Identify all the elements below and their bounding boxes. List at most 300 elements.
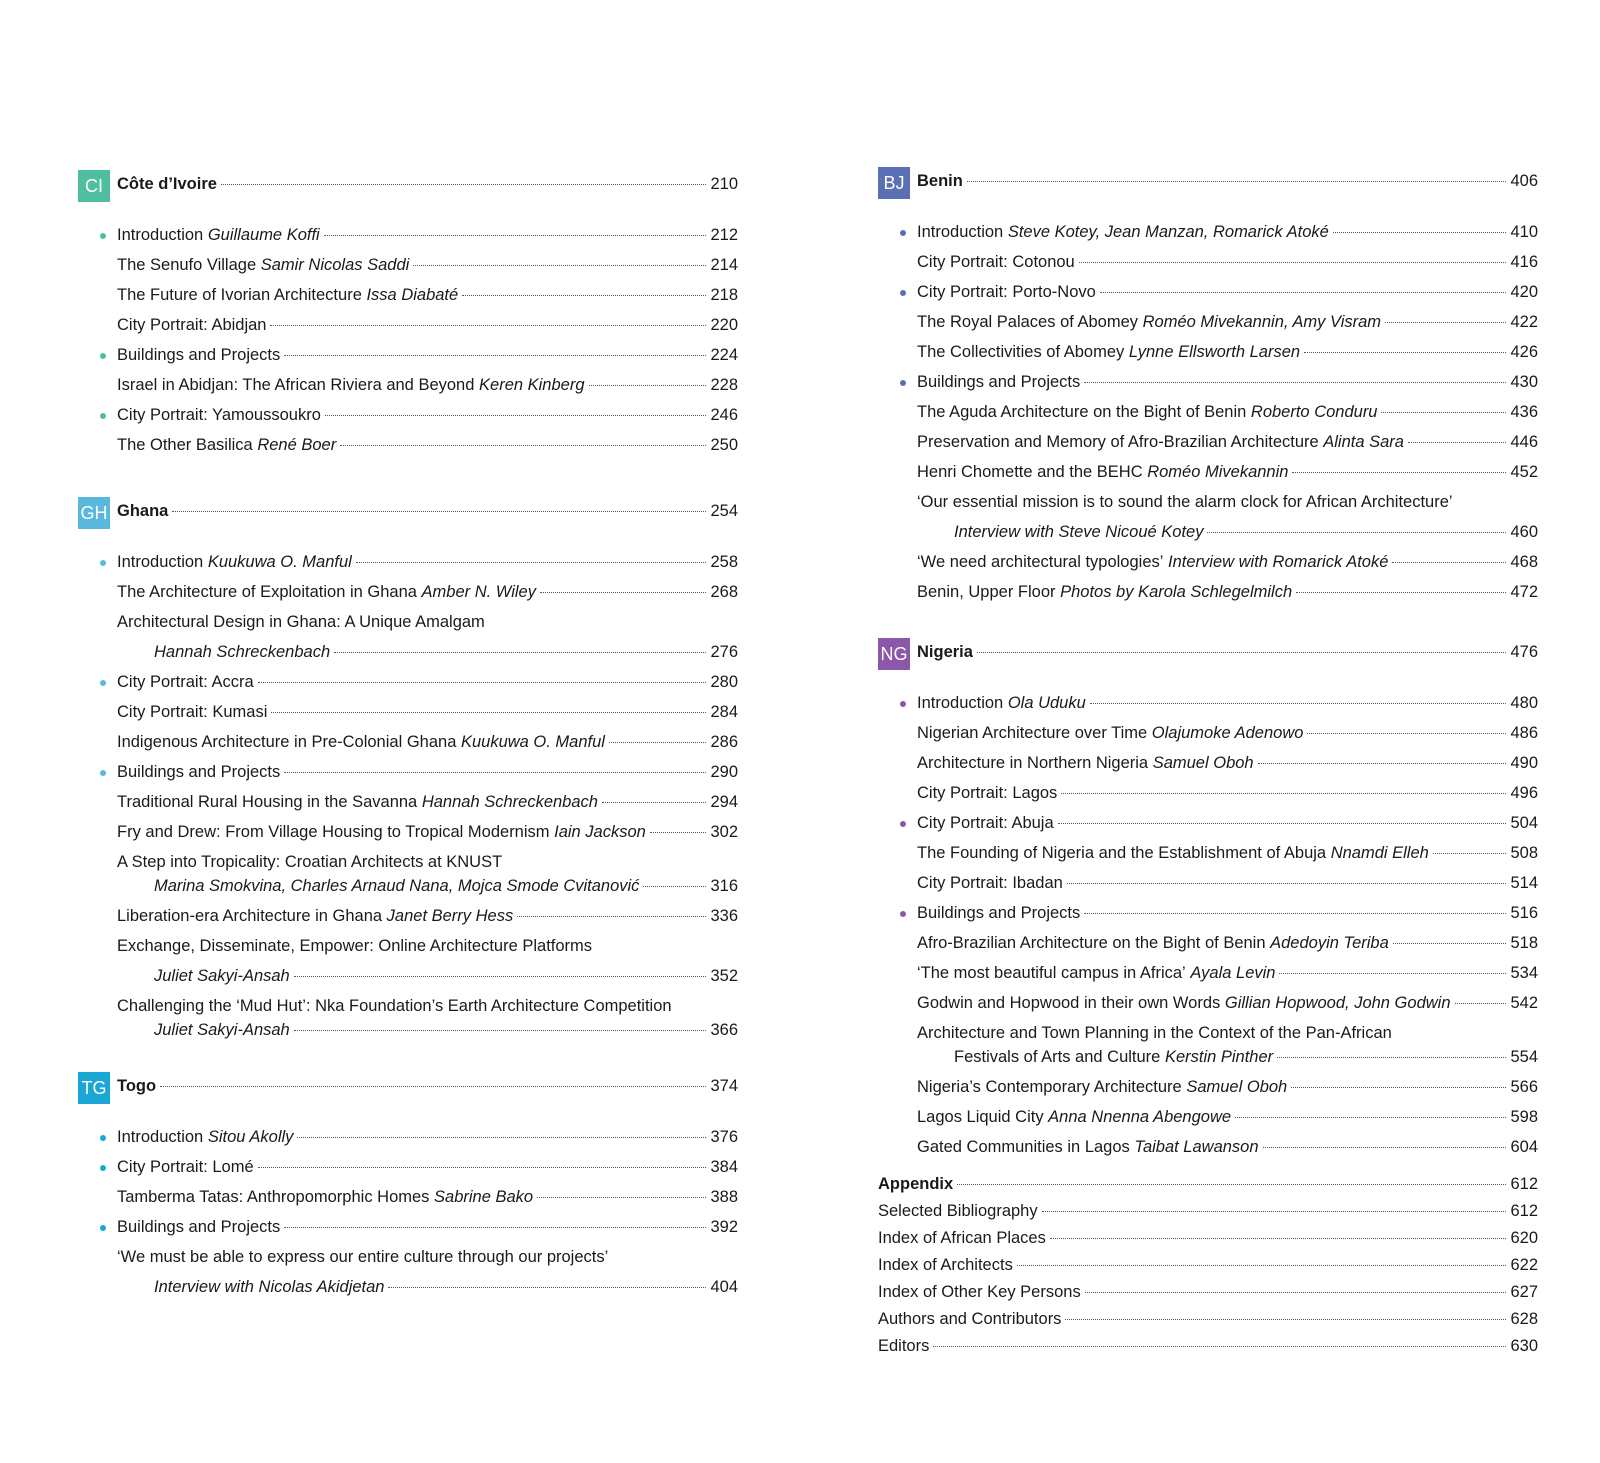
dot-leader bbox=[609, 742, 707, 743]
dot-leader bbox=[1291, 1087, 1506, 1088]
entry-title: Buildings and Projects bbox=[117, 346, 281, 364]
entry-author: Guillaume Koffi bbox=[207, 226, 320, 244]
entry-title: Godwin and Hopwood in their own Words bbox=[917, 994, 1221, 1012]
dot-leader bbox=[1307, 733, 1506, 734]
bullet-icon bbox=[900, 911, 906, 917]
entry-title: Indigenous Architecture in Pre-Colonial Ghana bbox=[117, 733, 457, 751]
dot-leader bbox=[650, 832, 707, 833]
toc-section-bj bbox=[878, 167, 1538, 609]
entry-title: Architecture in Northern Nigeria bbox=[917, 754, 1149, 772]
toc-entry[interactable] bbox=[878, 309, 1538, 339]
toc-entry-title-line[interactable] bbox=[78, 993, 738, 1017]
page-number: 366 bbox=[710, 1021, 738, 1039]
page-number: 476 bbox=[1510, 643, 1538, 661]
bullet-icon bbox=[900, 380, 906, 386]
toc-entry[interactable] bbox=[78, 759, 738, 789]
entry-title-continued: Festivals of Arts and Culture bbox=[954, 1048, 1161, 1066]
page-number: 406 bbox=[1510, 172, 1538, 190]
dot-leader bbox=[540, 592, 706, 593]
section-header bbox=[78, 497, 738, 531]
dot-leader bbox=[172, 511, 706, 512]
toc-entry[interactable] bbox=[78, 903, 738, 933]
entry-title: City Portrait: Yamoussoukro bbox=[117, 406, 321, 424]
toc-entry-title-line[interactable] bbox=[78, 849, 738, 873]
toc-section-tg bbox=[78, 1072, 738, 1304]
appendix-entry[interactable] bbox=[878, 1253, 1538, 1280]
entry-title: Afro-Brazilian Architecture on the Bight of Benin bbox=[917, 934, 1266, 952]
dot-leader bbox=[1017, 1265, 1507, 1266]
toc-entry[interactable] bbox=[78, 699, 738, 729]
entry-title: The Senufo Village bbox=[117, 256, 257, 274]
entry-title: The Royal Palaces of Abomey bbox=[917, 313, 1139, 331]
entry-author: Steve Kotey, Jean Manzan, Romarick Atoké bbox=[1007, 223, 1329, 241]
dot-leader bbox=[1058, 823, 1507, 824]
dot-leader bbox=[325, 415, 707, 416]
entry-author: Iain Jackson bbox=[554, 823, 646, 841]
page-number: 258 bbox=[710, 553, 738, 571]
entry-title: Introduction bbox=[917, 223, 1004, 241]
dot-leader bbox=[258, 682, 707, 683]
appendix-entry[interactable] bbox=[878, 1334, 1538, 1361]
toc-entry-author-line[interactable] bbox=[78, 1017, 738, 1047]
entry-author: Samuel Oboh bbox=[1186, 1078, 1288, 1096]
entry-title: Fry and Drew: From Village Housing to Tropical Modernism bbox=[117, 823, 550, 841]
toc-entry[interactable] bbox=[78, 669, 738, 699]
dot-leader bbox=[1084, 913, 1506, 914]
country-code-badge: TG bbox=[78, 1072, 110, 1104]
entry-author: Issa Diabaté bbox=[366, 286, 459, 304]
page-number: 268 bbox=[710, 583, 738, 601]
entry-author: Janet Berry Hess bbox=[386, 907, 514, 925]
toc-entry[interactable] bbox=[878, 840, 1538, 870]
bullet-icon bbox=[100, 1165, 106, 1171]
toc-entry[interactable] bbox=[78, 819, 738, 849]
page-number: 426 bbox=[1510, 343, 1538, 361]
toc-entry-author-line[interactable] bbox=[78, 873, 738, 903]
page-number: 612 bbox=[1510, 1202, 1538, 1220]
page-number: 302 bbox=[710, 823, 738, 841]
toc-entry[interactable] bbox=[78, 342, 738, 372]
entry-title: City Portrait: Cotonou bbox=[917, 253, 1075, 271]
toc-entry[interactable] bbox=[78, 402, 738, 432]
entry-title: The Founding of Nigeria and the Establishment of Abuja bbox=[917, 844, 1327, 862]
dot-leader bbox=[324, 235, 707, 236]
page-number: 286 bbox=[710, 733, 738, 751]
appendix-section bbox=[878, 1172, 1538, 1361]
toc-entry[interactable] bbox=[78, 1154, 738, 1184]
toc-entry-author-line[interactable] bbox=[78, 963, 738, 993]
entry-author: Juliet Sakyi-Ansah bbox=[154, 1021, 290, 1039]
entry-author: Hannah Schreckenbach bbox=[421, 793, 598, 811]
toc-entry[interactable] bbox=[878, 1104, 1538, 1134]
entry-author: Marina Smokvina, Charles Arnaud Nana, Mojca Smode Cvitanović bbox=[154, 877, 640, 895]
page-number: 566 bbox=[1510, 1078, 1538, 1096]
page-number: 250 bbox=[710, 436, 738, 454]
page-number: 604 bbox=[1510, 1138, 1538, 1156]
dot-leader bbox=[1333, 232, 1507, 233]
entry-title: Traditional Rural Housing in the Savanna bbox=[117, 793, 418, 811]
section-title: Ghana bbox=[117, 502, 169, 520]
entry-title: Nigerian Architecture over Time bbox=[917, 724, 1148, 742]
entry-title: Liberation-era Architecture in Ghana bbox=[117, 907, 383, 925]
bullet-icon bbox=[900, 290, 906, 296]
country-code-badge: NG bbox=[878, 638, 910, 670]
toc-entry[interactable] bbox=[78, 1124, 738, 1154]
toc-entry[interactable] bbox=[878, 690, 1538, 720]
dot-leader bbox=[1279, 973, 1506, 974]
appendix-title-row[interactable] bbox=[878, 1172, 1538, 1199]
dot-leader bbox=[284, 1227, 706, 1228]
dot-leader bbox=[933, 1346, 1506, 1347]
entry-title: Index of Other Key Persons bbox=[878, 1283, 1081, 1301]
entry-title: Introduction bbox=[117, 226, 204, 244]
entry-author: Kerstin Pinther bbox=[1164, 1048, 1274, 1066]
entry-title: The Other Basilica bbox=[117, 436, 253, 454]
page-number: 554 bbox=[1510, 1048, 1538, 1066]
entry-author: Alinta Sara bbox=[1323, 433, 1404, 451]
toc-entry[interactable] bbox=[878, 780, 1538, 810]
toc-entry-title-line[interactable] bbox=[78, 933, 738, 963]
section-title: Togo bbox=[117, 1077, 157, 1095]
toc-entry[interactable] bbox=[878, 279, 1538, 309]
dot-leader bbox=[1292, 472, 1506, 473]
toc-entry-author-line[interactable] bbox=[878, 519, 1538, 549]
dot-leader bbox=[1065, 1319, 1506, 1320]
entry-author: Lynne Ellsworth Larsen bbox=[1128, 343, 1301, 361]
page-number: 504 bbox=[1510, 814, 1538, 832]
page-number: 220 bbox=[710, 316, 738, 334]
entry-author: René Boer bbox=[257, 436, 337, 454]
entry-title: ‘Our essential mission is to sound the alarm clock for African Architecture’ bbox=[917, 493, 1453, 511]
section-header bbox=[878, 167, 1538, 201]
toc-entry[interactable] bbox=[78, 1184, 738, 1214]
toc-entry-author-line[interactable] bbox=[78, 1274, 738, 1304]
page-number: 276 bbox=[710, 643, 738, 661]
page-number: 496 bbox=[1510, 784, 1538, 802]
page-number: 472 bbox=[1510, 583, 1538, 601]
toc-entry[interactable] bbox=[878, 810, 1538, 840]
section-title: Nigeria bbox=[917, 643, 973, 661]
entry-title: City Portrait: Accra bbox=[117, 673, 254, 691]
entry-title: Gated Communities in Lagos bbox=[917, 1138, 1130, 1156]
section-title-row[interactable] bbox=[917, 172, 1538, 191]
entry-author: Interview with Romarick Atoké bbox=[1168, 553, 1389, 571]
entry-title: Buildings and Projects bbox=[117, 1218, 281, 1236]
page-number: 486 bbox=[1510, 724, 1538, 742]
entry-author: Keren Kinberg bbox=[479, 376, 585, 394]
entry-title: Benin, Upper Floor bbox=[917, 583, 1056, 601]
page-number: 436 bbox=[1510, 403, 1538, 421]
page-number: 224 bbox=[710, 346, 738, 364]
dot-leader bbox=[1207, 532, 1506, 533]
dot-leader bbox=[643, 886, 706, 887]
toc-entry[interactable] bbox=[78, 222, 738, 252]
toc-entry-title-line[interactable] bbox=[878, 489, 1538, 519]
entry-title: ‘We need architectural typologies’ bbox=[917, 553, 1164, 571]
page-number: 316 bbox=[710, 877, 738, 895]
dot-leader bbox=[1090, 703, 1507, 704]
page-number: 422 bbox=[1510, 313, 1538, 331]
toc-entry[interactable] bbox=[78, 789, 738, 819]
dot-leader bbox=[1455, 1003, 1507, 1004]
toc-entry[interactable] bbox=[878, 249, 1538, 279]
toc-section-gh bbox=[78, 497, 738, 1047]
toc-entry[interactable] bbox=[78, 432, 738, 462]
dot-leader bbox=[160, 1086, 706, 1087]
entry-author: Sitou Akolly bbox=[207, 1128, 294, 1146]
page-number: 420 bbox=[1510, 283, 1538, 301]
dot-leader bbox=[1079, 262, 1507, 263]
entry-title: Architecture and Town Planning in the Context of the Pan-African bbox=[917, 1024, 1392, 1042]
dot-leader bbox=[413, 265, 706, 266]
page-number: 628 bbox=[1510, 1310, 1538, 1328]
dot-leader bbox=[957, 1184, 1506, 1185]
page-number: 446 bbox=[1510, 433, 1538, 451]
page-number: 212 bbox=[710, 226, 738, 244]
dot-leader bbox=[1100, 292, 1507, 293]
entry-title: Challenging the ‘Mud Hut’: Nka Foundation’s Earth Architecture Competition bbox=[117, 997, 672, 1015]
dot-leader bbox=[271, 712, 706, 713]
dot-leader bbox=[1050, 1238, 1507, 1239]
dot-leader bbox=[1392, 562, 1506, 563]
dot-leader bbox=[1393, 943, 1507, 944]
entry-title: City Portrait: Lomé bbox=[117, 1158, 254, 1176]
page-number: 518 bbox=[1510, 934, 1538, 952]
entry-author: Interview with Steve Nicoué Kotey bbox=[954, 523, 1204, 541]
page-number: 290 bbox=[710, 763, 738, 781]
page-number: 210 bbox=[710, 175, 738, 193]
dot-leader bbox=[258, 1167, 707, 1168]
section-header bbox=[78, 170, 738, 204]
toc-section-ng bbox=[878, 638, 1538, 1164]
bullet-icon bbox=[100, 413, 106, 419]
toc-entry[interactable] bbox=[78, 282, 738, 312]
entry-author: Ayala Levin bbox=[1190, 964, 1276, 982]
toc-entry[interactable] bbox=[878, 990, 1538, 1020]
dot-leader bbox=[1381, 412, 1506, 413]
toc-entry[interactable] bbox=[878, 960, 1538, 990]
toc-entry[interactable] bbox=[878, 1134, 1538, 1164]
entry-title: City Portrait: Kumasi bbox=[117, 703, 268, 721]
entry-title: Exchange, Disseminate, Empower: Online Architecture Platforms bbox=[117, 937, 593, 955]
entry-title: Introduction bbox=[117, 553, 204, 571]
dot-leader bbox=[589, 385, 707, 386]
entry-title: City Portrait: Abuja bbox=[917, 814, 1054, 832]
entry-title: City Portrait: Porto-Novo bbox=[917, 283, 1096, 301]
section-title: Benin bbox=[917, 172, 963, 190]
dot-leader bbox=[517, 916, 706, 917]
dot-leader bbox=[1084, 382, 1506, 383]
bullet-icon bbox=[100, 560, 106, 566]
page-number: 612 bbox=[1510, 1175, 1538, 1193]
entry-author: Gillian Hopwood, John Godwin bbox=[1224, 994, 1451, 1012]
appendix-entry[interactable] bbox=[878, 1199, 1538, 1226]
page-number: 534 bbox=[1510, 964, 1538, 982]
toc-entry-title-line[interactable] bbox=[78, 609, 738, 639]
page-number: 218 bbox=[710, 286, 738, 304]
toc-entry[interactable] bbox=[78, 1214, 738, 1244]
page-number: 388 bbox=[710, 1188, 738, 1206]
page-number: 374 bbox=[710, 1077, 738, 1095]
dot-leader bbox=[1085, 1292, 1507, 1293]
dot-leader bbox=[1296, 592, 1506, 593]
entry-title: Architectural Design in Ghana: A Unique Amalgam bbox=[117, 613, 485, 631]
entry-author: Juliet Sakyi-Ansah bbox=[154, 967, 290, 985]
country-code-badge: BJ bbox=[878, 167, 910, 199]
toc-entry[interactable] bbox=[878, 339, 1538, 369]
entry-title: Henri Chomette and the BEHC bbox=[917, 463, 1143, 481]
bullet-icon bbox=[100, 680, 106, 686]
toc-entry[interactable] bbox=[78, 549, 738, 579]
page-number: 336 bbox=[710, 907, 738, 925]
page-number: 246 bbox=[710, 406, 738, 424]
toc-entry[interactable] bbox=[878, 369, 1538, 399]
entry-author: Anna Nnenna Abengowe bbox=[1048, 1108, 1232, 1126]
entry-author: Adedoyin Teriba bbox=[1270, 934, 1389, 952]
dot-leader bbox=[1042, 1211, 1507, 1212]
appendix-title: Appendix bbox=[878, 1175, 954, 1193]
entry-title: Lagos Liquid City bbox=[917, 1108, 1044, 1126]
entry-author: Amber N. Wiley bbox=[421, 583, 536, 601]
entry-title: City Portrait: Abidjan bbox=[117, 316, 267, 334]
page-number: 460 bbox=[1510, 523, 1538, 541]
dot-leader bbox=[297, 1137, 706, 1138]
dot-leader bbox=[462, 295, 706, 296]
toc-entry[interactable] bbox=[878, 549, 1538, 579]
dot-leader bbox=[1235, 1117, 1506, 1118]
dot-leader bbox=[221, 184, 707, 185]
entry-author: Sabrine Bako bbox=[434, 1188, 534, 1206]
toc-entry-title-line[interactable] bbox=[78, 1244, 738, 1274]
entry-title: Nigeria’s Contemporary Architecture bbox=[917, 1078, 1182, 1096]
page-number: 627 bbox=[1510, 1283, 1538, 1301]
entry-author: Roberto Conduru bbox=[1250, 403, 1378, 421]
dot-leader bbox=[1385, 322, 1506, 323]
section-header bbox=[78, 1072, 738, 1106]
entry-title: Preservation and Memory of Afro-Brazilian Architecture bbox=[917, 433, 1319, 451]
toc-entry-author-line[interactable] bbox=[878, 1044, 1538, 1074]
page-number: 384 bbox=[710, 1158, 738, 1176]
page-number: 490 bbox=[1510, 754, 1538, 772]
page-number: 480 bbox=[1510, 694, 1538, 712]
entry-title: Index of Architects bbox=[878, 1256, 1013, 1274]
toc-entry[interactable] bbox=[878, 720, 1538, 750]
entry-author: Interview with Nicolas Akidjetan bbox=[154, 1278, 385, 1296]
entry-title: The Aguda Architecture on the Bight of Benin bbox=[917, 403, 1247, 421]
dot-leader bbox=[1258, 763, 1507, 764]
dot-leader bbox=[284, 772, 706, 773]
dot-leader bbox=[294, 976, 707, 977]
page-number: 294 bbox=[710, 793, 738, 811]
page-number: 392 bbox=[710, 1218, 738, 1236]
toc-entry[interactable] bbox=[878, 750, 1538, 780]
entry-title: A Step into Tropicality: Croatian Architects at KNUST bbox=[117, 853, 503, 871]
toc-entry[interactable] bbox=[878, 219, 1538, 249]
entry-title: ‘The most beautiful campus in Africa’ bbox=[917, 964, 1186, 982]
toc-entry[interactable] bbox=[878, 1074, 1538, 1104]
page-number: 430 bbox=[1510, 373, 1538, 391]
toc-entry[interactable] bbox=[878, 579, 1538, 609]
section-items bbox=[78, 222, 738, 462]
toc-section-ci bbox=[78, 170, 738, 462]
page-number: 542 bbox=[1510, 994, 1538, 1012]
toc-entry[interactable] bbox=[878, 429, 1538, 459]
toc-entry[interactable] bbox=[878, 900, 1538, 930]
country-code-badge: CI bbox=[78, 170, 110, 202]
toc-entry[interactable] bbox=[78, 729, 738, 759]
entry-title: Introduction bbox=[117, 1128, 204, 1146]
dot-leader bbox=[967, 181, 1507, 182]
entry-author: Samir Nicolas Saddi bbox=[260, 256, 410, 274]
page-number: 514 bbox=[1510, 874, 1538, 892]
entry-author: Photos by Karola Schlegelmilch bbox=[1060, 583, 1293, 601]
toc-entry-title-line[interactable] bbox=[878, 1020, 1538, 1044]
page-number: 620 bbox=[1510, 1229, 1538, 1247]
toc-entry[interactable] bbox=[878, 459, 1538, 489]
toc-entry[interactable] bbox=[878, 930, 1538, 960]
entry-author: Roméo Mivekannin, Amy Visram bbox=[1142, 313, 1382, 331]
bullet-icon bbox=[900, 821, 906, 827]
dot-leader bbox=[294, 1030, 707, 1031]
dot-leader bbox=[356, 562, 707, 563]
appendix-entry[interactable] bbox=[878, 1226, 1538, 1253]
entry-title: Selected Bibliography bbox=[878, 1202, 1038, 1220]
dot-leader bbox=[340, 445, 706, 446]
entry-author: Olajumoke Adenowo bbox=[1151, 724, 1304, 742]
page-number: 630 bbox=[1510, 1337, 1538, 1355]
appendix-entry[interactable] bbox=[878, 1280, 1538, 1307]
toc-entry-author-line[interactable] bbox=[78, 639, 738, 669]
bullet-icon bbox=[900, 701, 906, 707]
bullet-icon bbox=[100, 353, 106, 359]
section-header bbox=[878, 638, 1538, 672]
entry-title: The Future of Ivorian Architecture bbox=[117, 286, 362, 304]
dot-leader bbox=[1263, 1147, 1507, 1148]
toc-entry[interactable] bbox=[78, 312, 738, 342]
dot-leader bbox=[1277, 1057, 1506, 1058]
section-title-row[interactable] bbox=[117, 175, 738, 194]
page-number: 410 bbox=[1510, 223, 1538, 241]
toc-entry[interactable] bbox=[78, 372, 738, 402]
entry-title: Tamberma Tatas: Anthropomorphic Homes bbox=[117, 1188, 430, 1206]
section-title: Côte d’Ivoire bbox=[117, 175, 217, 193]
entry-title: Buildings and Projects bbox=[917, 904, 1081, 922]
dot-leader bbox=[284, 355, 706, 356]
section-title-row[interactable] bbox=[917, 643, 1538, 662]
toc-entry[interactable] bbox=[78, 252, 738, 282]
section-title-row[interactable] bbox=[117, 1077, 738, 1096]
toc-entry[interactable] bbox=[878, 399, 1538, 429]
entry-author: Samuel Oboh bbox=[1152, 754, 1254, 772]
entry-author: Nnamdi Elleh bbox=[1330, 844, 1429, 862]
entry-title: Israel in Abidjan: The African Riviera and Beyond bbox=[117, 376, 475, 394]
page-number: 468 bbox=[1510, 553, 1538, 571]
appendix-entry[interactable] bbox=[878, 1307, 1538, 1334]
section-title-row[interactable] bbox=[117, 502, 738, 521]
page-number: 280 bbox=[710, 673, 738, 691]
entry-author: Ola Uduku bbox=[1007, 694, 1086, 712]
page-number: 376 bbox=[710, 1128, 738, 1146]
page-number: 508 bbox=[1510, 844, 1538, 862]
bullet-icon bbox=[100, 233, 106, 239]
entry-title: City Portrait: Lagos bbox=[917, 784, 1058, 802]
entry-author: Taibat Lawanson bbox=[1134, 1138, 1259, 1156]
entry-author: Roméo Mivekannin bbox=[1147, 463, 1289, 481]
page-number: 352 bbox=[710, 967, 738, 985]
toc-entry[interactable] bbox=[878, 870, 1538, 900]
toc-entry[interactable] bbox=[78, 579, 738, 609]
dot-leader bbox=[1061, 793, 1506, 794]
